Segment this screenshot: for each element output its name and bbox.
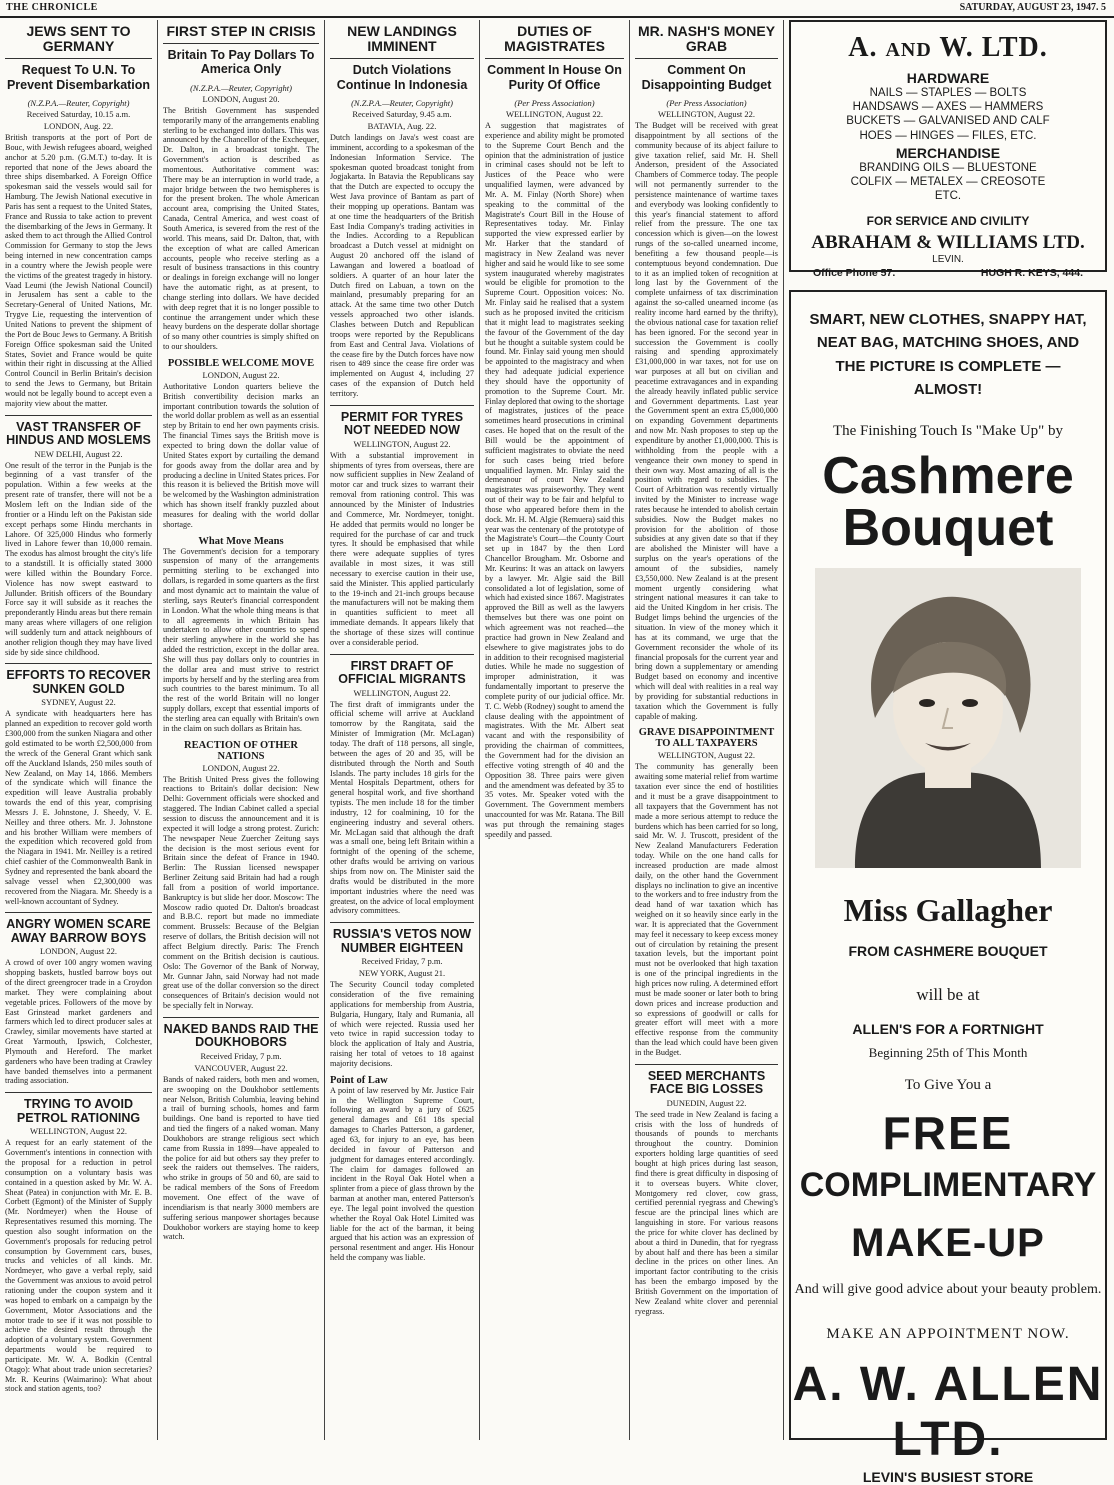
credit: (N.Z.P.A.—Reuter, Copyright) bbox=[351, 97, 453, 108]
ad-line: BUCKETS — GALVANISED AND CALF bbox=[846, 115, 1050, 128]
article-first-step-crisis bbox=[163, 20, 319, 352]
ad-will-be-at: will be at bbox=[916, 985, 980, 1004]
received-line: Received Saturday, 9.45 a.m. bbox=[352, 108, 452, 119]
article-hindus-moslems bbox=[5, 415, 152, 658]
dateline: WELLINGTON, August 22. bbox=[29, 1126, 128, 1137]
article-welcome-move bbox=[163, 358, 319, 530]
headline: RUSSIA'S VETOS NOW NUMBER EIGHTEEN bbox=[330, 922, 474, 955]
article-nash-money-grab bbox=[635, 20, 778, 721]
issue-date: SATURDAY, AUGUST 23, 1947. 5 bbox=[959, 2, 1106, 13]
ad-title: A. AND W. LTD. bbox=[848, 32, 1048, 63]
ad-line: COLFIX — METALEX — CREOSOTE bbox=[850, 176, 1046, 189]
headline: GRAVE DISAPPOINTMENT TO ALL TAXPAYERS bbox=[638, 727, 775, 750]
dateline: LONDON, August 22. bbox=[202, 762, 280, 773]
ad-finishing-touch: The Finishing Touch Is "Make Up" by bbox=[832, 423, 1064, 439]
column-3 bbox=[325, 20, 480, 1440]
ad-hardware-heading: HARDWARE bbox=[906, 70, 990, 86]
subheadline: Dutch Violations Continue In Indonesia bbox=[336, 63, 468, 92]
ad-free: FREE bbox=[882, 1107, 1014, 1159]
ad-store-name: A. W. ALLEN LTD. bbox=[792, 1358, 1104, 1466]
headline: TRYING TO AVOID PETROL RATIONING bbox=[5, 1092, 152, 1125]
credit: (N.Z.P.A.—Reuter, Copyright) bbox=[27, 97, 130, 108]
portrait-photo bbox=[815, 568, 1081, 868]
article-body: The seed trade in New Zealand is facing a crisis with the loss of hundreds of thousands of pounds to merchants throughout the country. Dominion exporters holding large quantities of seed bought at high prices during last season, find there is great difficulty in disposing of it to overseas buyers. White clover, Montgomery red clover, cow grass, certified perennial ryegrass and Chewing's fescue are the principal lines which are languishing in store. For various reasons the price for white clover has declined by about a third in Dunedin, that for ryegrass by about half and there has been a similar decline in the prices on other lines. An important factor contributing to the crisis has been the embargo imposed by the British Government on the importation of New Zealand white clover and perennial ryegrass. bbox=[635, 1109, 778, 1316]
ad-makeup: MAKE-UP bbox=[851, 1221, 1045, 1265]
article-body: A point of law reserved by Mr. Justice Fair in the Wellington Supreme Court, following an award by a jury of £625 general damages and £61 18s special damages to Charles Patterson, a gardener, aged 63, for injury to an eye, has been decided in favour of Patterson and judgment for damages entered accordingly. The claim for damages followed an incident in the Royal Oak Hotel when a splinter from a piece of glass thrown by the barman at another man, entered Patterson's eye. The legal point involved the question whether the Royal Oak Hotel Limited was liable for the act of the barman, it being argued that his action was an expression of personal resentment and anger. His Honour held the company was liable. bbox=[330, 1085, 474, 1263]
headline: DUTIES OF MAGISTRATES bbox=[485, 20, 624, 59]
dateline: WELLINGTON, August 22. bbox=[505, 108, 604, 119]
dateline: VANCOUVER, August 22. bbox=[194, 1062, 288, 1073]
article-petrol-rationing bbox=[5, 1092, 152, 1394]
ad-line: HOES — HINGES — FILES, ETC. bbox=[859, 129, 1037, 142]
dateline: LONDON, August 22. bbox=[40, 946, 117, 957]
ad-appointment: MAKE AN APPOINTMENT NOW. bbox=[826, 1326, 1070, 1342]
ad-slogan: FOR SERVICE AND CIVILITY bbox=[866, 213, 1030, 228]
article-point-of-law bbox=[330, 1075, 474, 1263]
article-body: The British Government has suspended temporarily many of the arrangements enabling sterling to be exchanged into dollars. This was announced by the Chancellor of the Exchequer, Dr. Dalton, in a broadcast tonight. The Government's action is described as momentous. Authoritative comment was: There may be an interruption in world trade, a major bridge between the two hemispheres is for the present broken. The whole American account area, comprising the United States, Canada, Central America, and west coast of South America, is severed from the rest of the world. This means, said Dr. Dalton, that, with the exception of what are called American accounts, people who receive sterling as a result of business transactions in this country or dealings in foreign exchange will no longer have the automatic right, as at present, to change sterling into dollars. We have decided with deep regret that it is no longer possible to continue the arrangement under which these heavy burdens on the desperate dollar shortage of so many other countries is simply shifted on to our shoulders. bbox=[163, 105, 319, 352]
subheadline: Britain To Pay Dollars To America Only bbox=[167, 48, 315, 77]
credit: (N.Z.P.A.—Reuter, Copyright) bbox=[190, 82, 292, 93]
article-doukhobors bbox=[163, 1017, 319, 1242]
ad-from: FROM CASHMERE BOUQUET bbox=[848, 943, 1048, 959]
ad-line: ETC. bbox=[934, 190, 962, 203]
headline: VAST TRANSFER OF HINDUS AND MOSLEMS bbox=[5, 415, 152, 448]
portrait-illustration bbox=[815, 568, 1081, 868]
ad-intro: SMART, NEW CLOTHES, SNAPPY HAT, NEAT BAG, MATCHING SHOES, AND THE PICTURE IS COMPLETE — ALMOST! bbox=[809, 311, 1087, 398]
ad-cashmere-bouquet bbox=[789, 290, 1107, 1485]
article-tyres bbox=[330, 405, 474, 648]
article-russia-vetos bbox=[330, 922, 474, 1069]
dateline: DUNEDIN, August 22. bbox=[666, 1097, 747, 1108]
article-body: Dutch landings on Java's west coast are imminent, according to a spokesman of the Indonesian Information Service. The spokesman quoted broadcast tonight from Jogjakarta. In Batavia the Republicans say that the Dutch are expected to occupy the West Java province of Bantam as part of their mopping up operations. Bantam was at one time the headquarters of the British East India Company's trading activities in the Indies. According to a Republican broadcast a Dutch vessel at midnight on August 20 anchored off the island of Lawangan and lowered a boatload of soldiers. A quarter of an hour later the Dutch fired on Labuan, a town on the mainland, presumably preparing for an attack. At the same time two other Dutch vessels approached two other islands. Clashes between Dutch and Republican troops were reported by the Republicans from East and Central Java. Violations of the cease fire by the Dutch forces have now risen to 489 since the cease fire order was implemented on August 4, including 27 cases of the expansion of Dutch held territory. bbox=[330, 132, 474, 398]
article-sunken-gold bbox=[5, 663, 152, 906]
article-body: The British United Press gives the following reactions to Britain's dollar decision: New Delhi: Government officials were shocked and staggered. The Indian Cabinet called a special session to discuss the announcement and it is expected it will lodge a strong protest. Zurich: The newspaper Neue Zuercher Zeitung says the decision is the most serious event for Britain since the defeat of France in 1940. Berlin: The Russian licensed newspaper Berliner Zeitung said Britain had had a rough fall from a position of world importance. Bankruptcy is but slide her door. Moscow: The Moscow radio quoted Dr. Dalton's broadcast and B.B.C. report but made no immediate comment. Brussels: Because of the Belgian reserve of dollars, the British decision will not affect Belgium directly. Paris: The French comment on the British decision is cautious. Oslo: The Governor of the Bank of Norway, Mr. Gunnar Jahn, said Norway had not made great use of the dollar conversion so the direct consequences of Britain's decision would not be specially felt in Norway. bbox=[163, 774, 319, 1011]
article-body: A request for an early statement of the Government's intentions in connection with the proposal for a reduction in petrol consumption on a voluntary basis was contained in a question asked by Mr. W. A. Sheat (Patea) in conjunction with Mr. E. B. Corbett (Egmont) of the Minister of Supply (Mr. Nordmeyer) when the House of Representatives resumed this morning. The question also sought information on the Government's proposals for reducing petrol consumption by Government cars, buses, trucks and vehicles of all kinds. Mr. Nordmeyer, who gave a verbal reply, said the Government was anxious to avoid petrol rationing under the coupon system and it was hoped to embark on a campaign by the Government, Motor Associations and the motor trade to see if it was not possible to achieve the desired result through the adoption of a voluntary system. Government departments would be required to participate. Mr. W. A. Bodkin (Central Otago): What about trade union secretaries? Mr. R. Keurins (Waimarino): What about stock and station agents, too? bbox=[5, 1138, 152, 1394]
ad-keys: HUGH R. KEYS, 444. bbox=[980, 266, 1083, 279]
column-4 bbox=[480, 20, 630, 1440]
article-body: The first draft of immigrants under the official scheme will arrive at Auckland tomorrow by the Rangitata, said the Minister of Immigration (Mr. McLagan) today. The draft of 118 persons, all single, between the ages of 20 and 35, will be distributed through the North and South Islands. The party includes 18 girls for the Mental Hospitals Department, others for general hospital work, and five shorthand typists. The men include 18 for the timber industry, 12 for coalmining, 10 for the engineering industry and several others. Mr. McLagan said that although the draft was a small one, being left Britain within a fortnight of the opening of the scheme, other drafts would be arriving on various ships from now on. The Minister said the drafts would be distributed in the more important industries where the need was greatest, on the advice of local employment advisory committees. bbox=[330, 699, 474, 916]
column-2 bbox=[158, 20, 325, 1440]
dateline: WELLINGTON, August 22. bbox=[657, 108, 756, 119]
headline: POSSIBLE WELCOME MOVE bbox=[167, 357, 315, 369]
paper-name: THE CHRONICLE bbox=[6, 2, 98, 13]
masthead bbox=[0, 0, 1114, 18]
headline: ANGRY WOMEN SCARE AWAY BARROW BOYS bbox=[5, 912, 152, 945]
article-body: A suggestion that magistrates of experience and ability might be promoted to the Supreme Court Bench and the opinion that the administration of justice in criminal cases should not be left to Justices of the Peace who were unqualified laymen, were advanced by Mr. A. M. Finlay (North Shore) when speaking to the committal of the Magistrate's Court Bill in the House of Representatives today. Mr. Finlay supported the view expressed earlier by Mr. Harker that the standard of magistracy in New Zealand was never higher and said he would like to see some system inaugurated whereby magistrates would be eligible for promotion to the Supreme Court. Opposition voices: No. Mr. Finlay said he realised that a system such as he proposed invited the criticism that it might lead to magistrates seeking the favour of the Government of the day but he thought a suitable system could be found. Mr. Finlay said young men should be appointed to the magistracy and when they had adequate judicial experience they should have the opportunity of promotion to the Supreme Court. Mr. Finlay deplored that owing to the shortage of magistrates, justices of the peace sometimes heard prosecutions in criminal cases. He hoped that on the result of the Bill would be the appointment of sufficient magistrates to obviate the need for such cases being tried before unqualified laymen. Mr. Finlay said the demeanour of court New Zealand magistrates was praiseworthy. They went out of their way to be fair and helpful to those who appeared before them in the dock. Mr. H. M. Algie (Remuera) said this year was the centenary of the prototype of the Magistrate's Court—the County Court set up in 1847 by the then Lord Chancellor Brougham. Mr. Osborne and Mr. Keurins: It was an attack on lawyers by a lawyer. Mr. Algie said the Bill consolidated a lot of legislation, some of which had existed since 1867. Magistrates approved the Bill as well as the lawyers themselves but there was one point on which agreement was not reached—the practice had grown in New Zealand and elsewhere to give magistrates jobs to do in addition to their recognised magisterial duties. While he made no suggestion of improper administration, it was fundamentally important to preserve the complete purity of our judicial office. Mr. T. C. Webb (Rodney) sought to amend the clause dealing with the appointment of magistrates. With the Mr. Albert seat vacant and with the responsibility of providing the chairman of committees, the Government had for the division an effective voting strength of 40 and the Opposition 38. Three pairs were given and the amendment was defeated by 35 to 35 votes. Mr. Speaker voted with the Government. The Government members unaccounted for was Mr. Ratana. The Bill was put through the remaining stages speedily and passed. bbox=[485, 120, 624, 839]
article-body: Bands of naked raiders, both men and women, are swooping on the Doukhobor settlements near Nelson, British Columbia, leaving behind a trail of burning schools, homes and farm buildings. One band is reported to have tied and tied the fingers of a naked woman. Many Doukhobors are strange religious sect which came from Russia in 1899—have appealed to the police for aid but others say they prefer to seek the raiders out themselves. The raiders, who strike in groups of 50 and 60, are said to be radical members of the Sons of Freedom movement. One effect of the wave of incendiarism is that nearly 3000 members are suffering serious manpower shortages because Doukhobor workers are staying home to keep watch. bbox=[163, 1074, 319, 1242]
headline: REACTION OF OTHER NATIONS bbox=[184, 739, 298, 762]
article-new-landings bbox=[330, 20, 474, 399]
article-migrants bbox=[330, 654, 474, 917]
dateline: NEW YORK, August 21. bbox=[358, 968, 446, 979]
ad-advice: And will give good advice about your beauty problem. bbox=[794, 1282, 1102, 1297]
received-line: Received Saturday, 10.15 a.m. bbox=[26, 108, 131, 119]
article-barrow-boys bbox=[5, 912, 152, 1086]
headline: Point of Law bbox=[330, 1074, 388, 1086]
article-body: The Budget will be received with great disappointment by all sections of the community because of its abject failure to give taxation relief, said Mr. H. Shell Anderson, president of the Associated Chambers of Commerce today. The people will not permanently surrender to the persistence maintenance of wartime taxes and everybody was looking confidently to this year's financial statement to afford relief from the pressure. The one tax concession which is given—on the lowest rungs of the so-called unearned income, benefiting a few thousand people—is contemptuous beyond condemnation. Due to it as an implied token of recognition at long last by the Government of the complete unfairness of tax discrimination against the so-called unearned income (as reality income hard earned by the thrifty), the obvious national case for taxation relief has been ignored. For the second year in succession the Government is coolly raising and spending approximately £31,000,000 in war taxes, not for use on war purposes at all but on civilian and peacetime extravagances and in expanding the already heavily inflated public service and Government departments. Last year the Government spent an extra £5,000,000 on expanding Government departments and now Mr. Nash proposes to step up the expenditure by another £1,000,000. This is withholding from the people with a vengeance their own money to spend in their own way. Most amazing of all is the position with regard to subsidies. The Court of Arbitration was recently virtually invited by the Minister to increase wage rates because he intended to abolish certain subsidies. Now the Budget makes no provision for the abolition of those subsidies at any given date so that if they are abolished the Minister will have a surplus on the year's operations of the amount of the subsidies, namely £3,550,000. New Zealand is at the present moment urgently considering what stringent national measures it can take to aid the United Kingdom in her crisis. The Budget limps behind the urgencies of the situation. In view of the money which it has at its command, we urge that the Government reconsider the whole of its financial proposals for the current year and bring down a supplementary or amending Budget based on economy and incentive which will deal with realities in a real way by providing for substantial reductions in taxation which the Government is fully capable of making. bbox=[635, 120, 778, 721]
headline: FIRST DRAFT OF OFFICIAL MIGRANTS bbox=[330, 654, 474, 687]
article-jews-germany bbox=[5, 20, 152, 409]
ad-hardware bbox=[789, 20, 1107, 279]
headline: NAKED BANDS RAID THE DOUKHOBORS bbox=[163, 1017, 319, 1050]
ad-town: LEVIN. bbox=[932, 253, 964, 265]
article-other-nations bbox=[163, 740, 319, 1011]
received-line: Received Friday, 7 p.m. bbox=[361, 956, 443, 967]
ad-firm-name: ABRAHAM & WILLIAMS LTD. bbox=[811, 231, 1085, 253]
promoter-name: Miss Gallagher bbox=[843, 892, 1053, 928]
dateline: NEW DELHI, August 22. bbox=[34, 448, 123, 459]
headline: What Move Means bbox=[198, 535, 284, 547]
credit: (Per Press Association) bbox=[514, 97, 595, 108]
subheadline: Comment In House On Purity Of Office bbox=[487, 63, 622, 92]
column-5 bbox=[630, 20, 784, 1440]
article-what-move-means bbox=[163, 536, 319, 734]
dateline: WELLINGTON, August 22. bbox=[353, 687, 451, 698]
ad-line: NAILS — STAPLES — BOLTS bbox=[869, 87, 1027, 99]
ad-line: BRANDING OILS — BLUESTONE bbox=[859, 161, 1037, 174]
ad-phone: Office Phone 57. bbox=[813, 266, 896, 279]
ad-allens: ALLEN'S FOR A FORTNIGHT bbox=[852, 1021, 1044, 1037]
article-body: Authoritative London quarters believe the British convertibility decision marks an important contribution towards the solution of the world dollar problem as well as an essential step by Britain to end her own payments crisis. The financial Times says the British move is expected to bring down the dollar value of United States export by curtailing the demand for goods away from the dollar area and by producing a decline in United States prices. For this reason it is believed the British move will be welcomed by the Washington administration which has shown itself frankly puzzled about measures for dealing with the world dollar shortage. bbox=[163, 381, 319, 529]
dateline: LONDON, Aug. 22. bbox=[43, 120, 114, 131]
credit: (Per Press Association) bbox=[666, 97, 747, 108]
article-body: One result of the terror in the Punjab is the beginning of a vast transfer of the population. Within a few weeks at the present rate of transfer, there will not be a Moslem left on the Indian side of the frontier or a Hindu left on the Pakistan side except perhaps some Hindu merchants in Lahore. Of 325,000 Hindus who formerly lived in Lahore fewer than 10,000 remain. The exodus has almost brought the city's life to a standstill. It is officially stated 3000 were killed within the Boundary Force. Violence has now swept eastward to Jullunder. British officers of the Boundary Force say it will subside as it reaches the preponderantly Hindu areas but there remain many areas where villagers of one religion will suddenly turn and attack neighbours of another religion though they may have lived side by side since childhood. bbox=[5, 460, 152, 657]
headline: FIRST STEP IN CRISIS bbox=[163, 20, 319, 44]
headline: PERMIT FOR TYRES NOT NEEDED NOW bbox=[330, 405, 474, 438]
subheadline: Comment On Disappointing Budget bbox=[641, 63, 772, 92]
article-body: A syndicate with headquarters here has planned an expedition to recover gold worth £300,000 from the sunken Niagara and other gold estimated to be worth £2,500,000 from the wreck of the General Grant which sank off the Auckland Islands, 250 miles south of New Zealand, on May 14, 1866. Members of the syndicate which will finance the expedition will leave Australia probably towards the end of this year, comprising Messrs J. E. Johnstone, J. Sheedy, V. E. Neilley and three others. Mr. J. Johnstone and his brother William were members of the expedition which recovered gold from the Niagara in 1941. Mr. Neilley is a retired chief cashier of the Commonwealth Bank in Sydney and represented the bank aboard the salvage vessel when £2,300,000 was recovered from the Niagara. Mr. Sheedy is a well-known accountant of Sydney. bbox=[5, 709, 152, 906]
dateline: LONDON, August 22. bbox=[202, 369, 280, 380]
headline: NEW LANDINGS IMMINENT bbox=[330, 20, 474, 59]
ad-merch-heading: MERCHANDISE bbox=[895, 144, 1001, 161]
column-1 bbox=[0, 20, 158, 1440]
ad-line: HANDSAWS — AXES — HAMMERS bbox=[852, 101, 1044, 114]
brand-name: Cashmere Bouquet bbox=[822, 447, 1074, 557]
ad-beginning: Beginning 25th of This Month bbox=[868, 1045, 1028, 1060]
article-body: The community has generally been awaiting some material relief from wartime taxation ever since the end of hostilities and it must be a grave disappointment to all taxpayers that the Government has not made a more serious attempt to reduce the burdens which has been carried for so long, said Mr. W. J. Truscott, president of the New Zealand Manufacturers Federation today. While on the one hand calls for increased production are made almost daily, on the other hand the Government displays no inclination to give an incentive to the workers and to free industry from the dead hand of war taxation which has weighed on it so heavily since early in the war. It is appreciated that the Government may feel it necessary to keep excess money out of circulation by retaining the present taxation levels, but the important point must not be overlooked that high taxation is one of the principal ingredients in the high prices now ruling. A determined effort must be made sooner or later both to bring down prices and increase production and so expressions of goodwill or calls for greater effort will meet with a more effective response from the community than the lead which could have been given in the Budget. bbox=[635, 762, 778, 1057]
dateline: WELLINGTON, August 22. bbox=[353, 438, 451, 449]
headline: MR. NASH'S MONEY GRAB bbox=[635, 20, 778, 59]
article-magistrates bbox=[485, 20, 624, 840]
headline: EFFORTS TO RECOVER SUNKEN GOLD bbox=[5, 663, 152, 696]
dateline: BATAVIA, Aug. 22. bbox=[367, 120, 437, 131]
ad-give: To Give You a bbox=[904, 1077, 992, 1093]
ad-complimentary: COMPLIMENTARY bbox=[799, 1166, 1097, 1204]
ad-contact-row bbox=[791, 265, 1105, 279]
dateline: LONDON, August 20. bbox=[202, 93, 280, 104]
headline: SEED MERCHANTS FACE BIG LOSSES bbox=[635, 1064, 778, 1097]
article-grave-disappointment bbox=[635, 727, 778, 1057]
article-body: A crowd of over 100 angry women waving shopping baskets, hustled barrow boys out of the direct greengrocer trade in a Croydon market. They were complaining about vegetable prices. Followers of the move by East Grinstead market gardeners and farmers which led to direct producer sales at Crawley, similar movements have started at Great Yarmouth, Ipswich, Colchester, Plymouth and Hereford. The market gardeners who have been trading at Crawley have banded themselves into a permanent trading association. bbox=[5, 958, 152, 1086]
headline: JEWS SENT TO GERMANY bbox=[5, 20, 152, 59]
subheadline: Request To U.N. To Prevent Disembarkation bbox=[6, 63, 151, 92]
ad-store-tagline: LEVIN'S BUSIEST STORE bbox=[862, 1469, 1034, 1485]
article-seed-merchants bbox=[635, 1064, 778, 1317]
article-body: The Security Council today completed consideration of the five remaining applications for membership from Austria, Bulgaria, Hungary, Italy and Rumania, all of which were rejected. Russia used her veto twice in rapid succession today to block the application of Italy and Austria, raising her total of vetoes to 18 against majority decisions. bbox=[330, 980, 474, 1068]
received-line: Received Friday, 7 p.m. bbox=[200, 1050, 282, 1061]
dateline: WELLINGTON, August 22. bbox=[657, 750, 756, 761]
dateline: SYDNEY, August 22. bbox=[41, 697, 116, 708]
article-body: British transports at the port of Port de Bouc, with Jewish refugees aboard, weighed anchor at 5.20 p.m. (G.M.T.) to-day. It is reported that none of the Jews aboard the three ships disembarked. A Foreign Office spokesman said the vessels would sail for Hamburg. The Jewish National executive in Paris has sent a request to the United States, France and Russia to take action to prevent the disembarking of the Jews in Germany. It asked them to act through the Allied Control Commission for Germany to stop the Jews being interned in new concentration camps in a country where the Jewish people were the victims of the greatest tragedy in history. Vaad Leumi (the Jewish National Council) in Jerusalem has sent a cable to the Secretary-General of United Nations, Mr. Trygve Lie, requesting the intervention of United Nations to prevent the shipment of the Port de Bouc Jews to Germany. A British Foreign Office spokesman said the United States, Soviet and France would be quite within their right in discussing at the Allied Control Council in Berlin Britain's decision to send the Jews to Germany, but Britain would not be legally bound to accept even a majority view about the matter. bbox=[5, 132, 152, 408]
article-body: The Government's decision for a temporary suspension of many of the arrangements permitting sterling to be exchanged into dollars, is regarded in some quarters as the first and most dynamic act to maintain the value of sterling, says Reuter's financial correspondent in London. What the whole thing means is that to all agreements in which Britain has undertaken to allow other countries to spend their sterling anywhere in the world she has added the restriction, except in the dollar area. She will thus pay dollars only to countries in the dollar area and must strive to restrict imports by herself and by the sterling area from such countries to the barest minimum. To all the rest of the world Britain will no longer supply dollars, except that essential imports of the sterling area can equally with Britain's own in the claim on such dollars as Britain has. bbox=[163, 546, 319, 733]
article-body: With a substantial improvement in shipments of tyres from overseas, there are now sufficient supplies in New Zealand of motor car and truck sizes to warrant their removal from rationing control. This was announced by the Minister of Industries and Commerce, Mr. Nordmeyer, tonight. He added that permits would no longer be required for the purchase of car and truck tyres. It should be emphasised that while there were adequate supplies of tyres available in most sizes, it was still necessary to exercise caution in their use, said the Minister. This applied particularly to the 19-inch and 21-inch groups because the manufacturers will not be making them in quantities sufficient to meet all immediate demands. It appears likely that the shortage of these sizes will continue over a considerable period. bbox=[330, 450, 474, 647]
